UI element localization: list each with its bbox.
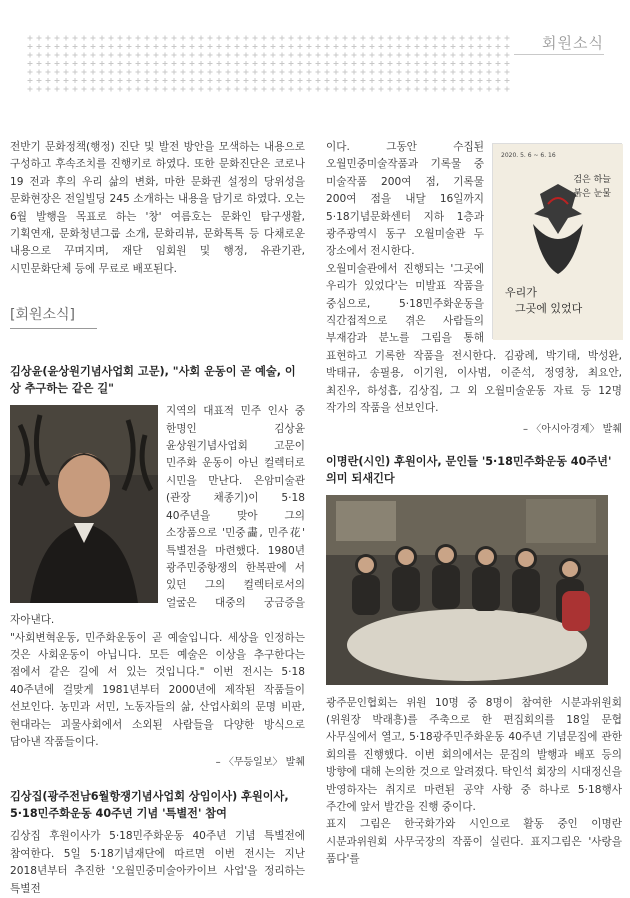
poster-subtitle-1: 우리가 (505, 286, 537, 299)
article2-headline: 김상집(광주전남6월항쟁기념사업회 상임이사) 후원이사, 5·18민주화운동 40주년 기념 '특별전' 참여 (10, 790, 289, 821)
article1-source: – 〈무등일보〉 발췌 (215, 757, 305, 769)
left-column (10, 139, 305, 898)
section-tag-line (514, 54, 604, 55)
poster-subtitle-2: 그곳에 있었다 (515, 302, 583, 315)
portrait-photo (10, 405, 158, 603)
article2-continuation: 이다. 그동안 수집된 오월민중미술작품과 기록물 중 미술작품 200여 점, 기록물 200여 점을 내달 16일까지 5·18기념문화센터 지하 1층과 광주광역시 동구 오월미술관 두 장소에서 전시한다. (326, 141, 484, 258)
article2-continuation-2: 오월미술관에서 진행되는 '그곳에 우리가 있었다'는 미발표 작품을 중심으로, 5·18민주화운동을 직간접적으로 겪은 사람들의 부재감과 분노를 그림을 통해 표현하고 기록한 작품을 전시한다. 김광례, 박기태, 박성완, 박태규, 송필용, 이기원, 이사범, 이준석, 정영창, 최요안, 최진우, 하성흡, 김상집, 그 외 오월미술운동 자료 등 12명 작가의 작품을 선보인다. (326, 262, 622, 415)
article2-source: – 〈아시아경제〉 발췌 (523, 423, 622, 435)
header-band (0, 0, 630, 106)
members-news-box-title: [회원소식] (10, 304, 97, 329)
intro-paragraph: 전반기 문화정책(행정) 진단 및 발전 방안을 모색하는 내용으로 구성하고 후속조치를 진행키로 하였다. 또한 문화진단은 코로나 19 전과 후의 우리 삶의 변화, 마한 문화권 설정의 당위성을 문화현장은 전일빌딩 245 소개하는 내용을 담기로 하였다. 오는 6월 발행을 목표로 하는 '창' 여름호는 문화인 탐구생활, 기획연재, 문화청년그룹 소개, 문화리뷰, 문화톡톡 등 다채로운 내용으로 꾸며지며, 재단 임회원 및 행정, 유관기관, 시민문화단체 등에 무료로 배포된다. (10, 141, 305, 275)
article-kim-sangjip (10, 788, 305, 898)
poster-date: 2020. 5. 6 ~ 6. 16 (501, 152, 556, 159)
article1-body-wrap: 지역의 대표적 민주 인사 중 한명인 김상윤 윤상원기념사업회 고문이 민주화 운동이 아닌 컬렉터로 시민을 만난다. 은암미술관(관장 채종기)이 5·18 40주년을 맞아 그의 소장품으로 '민중畵, 민주花' 특별전을 마련했다. 1980년 광주민중항쟁의 한복판에 서 있던 그의 컬렉터로서의 얼굴은 대중의 궁금증을 자아낸다. (10, 405, 305, 627)
meeting-group-photo (326, 495, 608, 685)
section-tag: 회원소식 (542, 34, 604, 52)
exhibition-poster (492, 143, 622, 339)
article2-body: 김상집 후원이사가 5·18민주화운동 40주년 기념 특별전에 참여한다. 5일 5·18기념재단에 따르면 이번 전시는 지난 2018년부터 추진한 '오월민중미술아카이브 사업'을 정리하는 특별전 (10, 830, 305, 895)
article1-body: "사회변혁운동, 민주화운동이 곧 예술입니다. 세상을 인정하는 것은 사회운동이 아닙니다. 모든 예술은 이상을 추구한다는 점에서 같은 길에 서 있는 것입니다." 이번 전시는 5·18 40주년에 걸맞게 1981년부터 2000년에 제작된 작품들이 선보인다. 농민과 서민, 노동자들의 삶, 산업사회의 문명 비판, 현대라는 괴물사회에서 소외된 사람들을 다양한 방식으로 담아낸 작품들이다. (10, 631, 305, 748)
article3-headline: 이명란(시인) 후원이사, 문인들 '5·18민주화운동 40주년' 의미 되새긴다 (326, 454, 612, 485)
article-kim-sangyun (10, 363, 305, 768)
plus-pattern-decoration (26, 34, 516, 94)
article1-headline: 김상윤(윤상원기념사업회 고문), "사회 운동이 곧 예술, 이상 추구하는 같은 길" (10, 365, 296, 396)
poster-title-1: 검은 하늘 (573, 175, 611, 185)
poster-title-2: 붉은 눈물 (573, 189, 611, 199)
article-lee-myeongran (326, 453, 622, 869)
article3-body-2: 표지 그림은 한국화가와 시인으로 활동 중인 이명란 시분과위원회 사무국장의 작품이 실린다. 표지그림은 '사랑을 품다'를 (326, 818, 622, 866)
right-column (326, 139, 622, 869)
article3-body-1: 광주문인협회는 위원 10명 중 8명이 참여한 시분과위원회(위원장 박래흥)를 주축으로 한 편집회의를 18일 문협 사무실에서 열고, 5·18광주민주화운동 40주년 기념문집에 관한 회의를 진행했다. 이번 회의에서는 문집의 발행과 배포 등의 방향에 대해 논의한 것으로 알려졌다. 탁인석 회장의 시대정신을 반영하자는 취지로 마련된 공약 사항 중 하나로 5·18행사 주간에 앞서 발간을 진행 중이다. (326, 696, 622, 813)
